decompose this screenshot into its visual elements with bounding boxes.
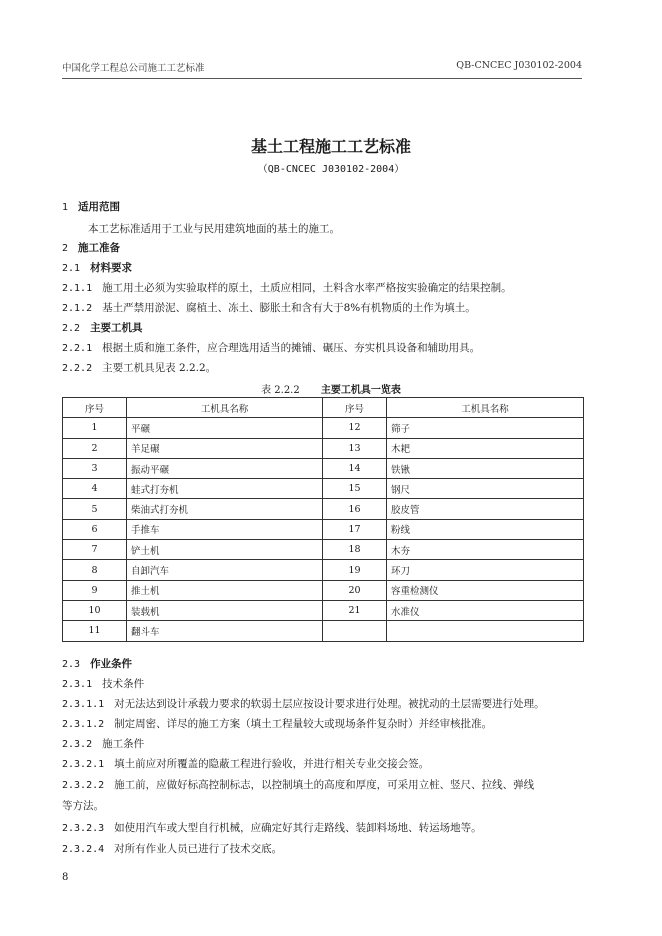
- text-line: [62, 360, 216, 375]
- tool-name-cell: 钢尺: [387, 479, 584, 499]
- seq-cell: 9: [63, 580, 127, 600]
- tool-name-cell: 铁锹: [387, 458, 584, 478]
- section-number: 2.1.1: [62, 283, 93, 294]
- tool-name-cell: 柴油式打夯机: [127, 499, 323, 519]
- seq-cell: 17: [323, 519, 387, 539]
- section-heading: 作业条件: [90, 658, 133, 670]
- paragraph-text: 本工艺标准适用于工业与民用建筑地面的基土的施工。: [88, 223, 340, 235]
- tool-name-cell: 蛙式打夯机: [127, 479, 323, 499]
- text-line: [62, 340, 480, 355]
- seq-cell: 1: [63, 418, 127, 438]
- table-row: [63, 479, 584, 499]
- paragraph-text: 制定周密、详尽的施工方案（填土工程量较大或现场条件复杂时）并经审核批准。: [114, 718, 493, 730]
- seq-cell: 5: [63, 499, 127, 519]
- section-number: 2.3: [62, 659, 81, 670]
- header-seq-2: 序号: [323, 398, 387, 418]
- section-number: 1: [62, 202, 69, 213]
- header-left: 中国化学工程总公司施工工艺标准: [62, 63, 205, 74]
- paragraph-text: 根据土质和施工条件，应合理选用适当的摊铺、碾压、夯实机具设备和辅助用具。: [102, 342, 481, 354]
- text-line: [62, 260, 132, 275]
- tool-name-cell: 木耙: [387, 438, 584, 458]
- seq-cell: 16: [323, 499, 387, 519]
- section-number: 2.3.2.4: [62, 844, 105, 855]
- tool-name-cell: 环刀: [387, 560, 584, 580]
- section-heading: 施工准备: [78, 242, 121, 254]
- seq-cell: 10: [63, 600, 127, 620]
- tool-name-cell: 水准仪: [387, 600, 584, 620]
- section-number: 2.2.2: [62, 363, 93, 374]
- tool-name-cell: [387, 621, 584, 641]
- seq-cell: 12: [323, 418, 387, 438]
- tool-name-cell: 铲土机: [127, 540, 323, 560]
- header-right: QB-CNCEC J030102-2004: [456, 60, 582, 71]
- seq-cell: 13: [323, 438, 387, 458]
- table-caption: [0, 381, 662, 396]
- seq-cell: 11: [63, 621, 127, 641]
- tools-table: [62, 397, 584, 642]
- table-row: [63, 458, 584, 478]
- text-line: [62, 820, 482, 835]
- paragraph-text: 对所有作业人员已进行了技术交底。: [114, 843, 283, 855]
- running-header: [62, 60, 582, 74]
- section-heading: 主要工机具: [90, 322, 143, 334]
- paragraph-text: 主要工机具见表 2.2.2。: [102, 362, 217, 374]
- paragraph-text: 如使用汽车或大型自行机械，应确定好其行走路线、装卸料场地、转运场地等。: [114, 822, 482, 834]
- paragraph-text: 施工前，应做好标高控制标志，以控制填土的高度和厚度，可采用立桩、竖尺、拉线、弹线: [114, 779, 535, 791]
- header-rule: [62, 78, 582, 79]
- table-caption-number: 表 2.2.2: [261, 385, 300, 396]
- seq-cell: 19: [323, 560, 387, 580]
- text-line: [62, 280, 512, 295]
- seq-cell: 6: [63, 519, 127, 539]
- tool-name-cell: 羊足碾: [127, 438, 323, 458]
- section-number: 2.3.1.1: [62, 699, 105, 710]
- section-number: 2.1: [62, 263, 81, 274]
- tool-name-cell: 粉线: [387, 519, 584, 539]
- seq-cell: 21: [323, 600, 387, 620]
- text-line: [62, 676, 144, 691]
- section-number: 2.2: [62, 323, 81, 334]
- section-number: 2.3.2: [62, 739, 93, 750]
- tool-name-cell: 胶皮管: [387, 499, 584, 519]
- tool-name-cell: 手推车: [127, 519, 323, 539]
- table-row: [63, 519, 584, 539]
- table-caption-name: 主要工机具一览表: [320, 385, 401, 396]
- seq-cell: 3: [63, 458, 127, 478]
- tool-name-cell: 筛子: [387, 418, 584, 438]
- table-row: [63, 438, 584, 458]
- document-code: （QB-CNCEC J030102-2004）: [257, 164, 405, 175]
- header-seq-1: 序号: [63, 398, 127, 418]
- table-row: [63, 499, 584, 519]
- paragraph-text: 对无法达到设计承载力要求的软弱土层应按设计要求进行处理。被扰动的土层需要进行处理。: [114, 698, 545, 710]
- tool-name-cell: 平碾: [127, 418, 323, 438]
- seq-cell: 2: [63, 438, 127, 458]
- table-row: [63, 418, 584, 438]
- paragraph-text: 施工条件: [102, 738, 145, 750]
- text-line: [62, 199, 120, 214]
- table-row: [63, 560, 584, 580]
- section-number: 2.2.1: [62, 343, 93, 354]
- table-row: [63, 580, 584, 600]
- tool-name-cell: 容重检测仪: [387, 580, 584, 600]
- tool-name-cell: 推土机: [127, 580, 323, 600]
- text-line: [62, 777, 534, 792]
- seq-cell: 18: [323, 540, 387, 560]
- table-row: [63, 621, 584, 641]
- table-header-row: [63, 398, 584, 418]
- section-heading: 材料要求: [90, 262, 133, 274]
- text-line: [62, 716, 492, 731]
- paragraph-text: 填土前应对所覆盖的隐蔽工程进行验收，并进行相关专业交接会签。: [114, 758, 430, 770]
- text-line: [62, 656, 132, 671]
- paragraph-text: 基土严禁用淤泥、腐植土、冻土、膨胀土和含有大于8%有机物质的土作为填土。: [102, 302, 476, 314]
- section-number: 2.3.2.3: [62, 823, 105, 834]
- section-number: 2.3.1: [62, 679, 93, 690]
- table-row: [63, 600, 584, 620]
- section-number: 2.3.1.2: [62, 719, 105, 730]
- tool-name-cell: 装载机: [127, 600, 323, 620]
- text-line: [62, 841, 282, 856]
- text-line: [62, 736, 144, 751]
- table-row: [63, 540, 584, 560]
- seq-cell: 7: [63, 540, 127, 560]
- seq-cell: 15: [323, 479, 387, 499]
- section-number: 2.1.2: [62, 303, 93, 314]
- paragraph-text: 技术条件: [102, 678, 145, 690]
- text-line: [62, 240, 120, 255]
- seq-cell: 14: [323, 458, 387, 478]
- header-tool-name-1: 工机具名称: [127, 398, 323, 418]
- page-number: 8: [62, 872, 69, 883]
- tool-name-cell: 自卸汽车: [127, 560, 323, 580]
- text-line: [62, 798, 104, 813]
- tool-name-cell: 翻斗车: [127, 621, 323, 641]
- paragraph-text: 等方法。: [62, 800, 104, 812]
- seq-cell: 20: [323, 580, 387, 600]
- tool-name-cell: 木夯: [387, 540, 584, 560]
- header-tool-name-2: 工机具名称: [387, 398, 584, 418]
- seq-cell: [323, 621, 387, 641]
- text-line: [62, 696, 545, 711]
- section-number: 2.3.2.1: [62, 759, 105, 770]
- tool-name-cell: 振动平碾: [127, 458, 323, 478]
- section-number: 2: [62, 243, 69, 254]
- seq-cell: 8: [63, 560, 127, 580]
- paragraph-text: 施工用土必须为实验取样的原土，土质应相同，土料含水率严格按实验确定的结果控制。: [102, 282, 512, 294]
- text-line: [62, 756, 429, 771]
- text-line: [88, 221, 340, 236]
- section-number: 2.3.2.2: [62, 780, 105, 791]
- seq-cell: 4: [63, 479, 127, 499]
- section-heading: 适用范围: [78, 201, 121, 213]
- text-line: [62, 300, 476, 315]
- text-line: [62, 320, 143, 335]
- document-title: 基土工程施工工艺标准: [250, 137, 411, 156]
